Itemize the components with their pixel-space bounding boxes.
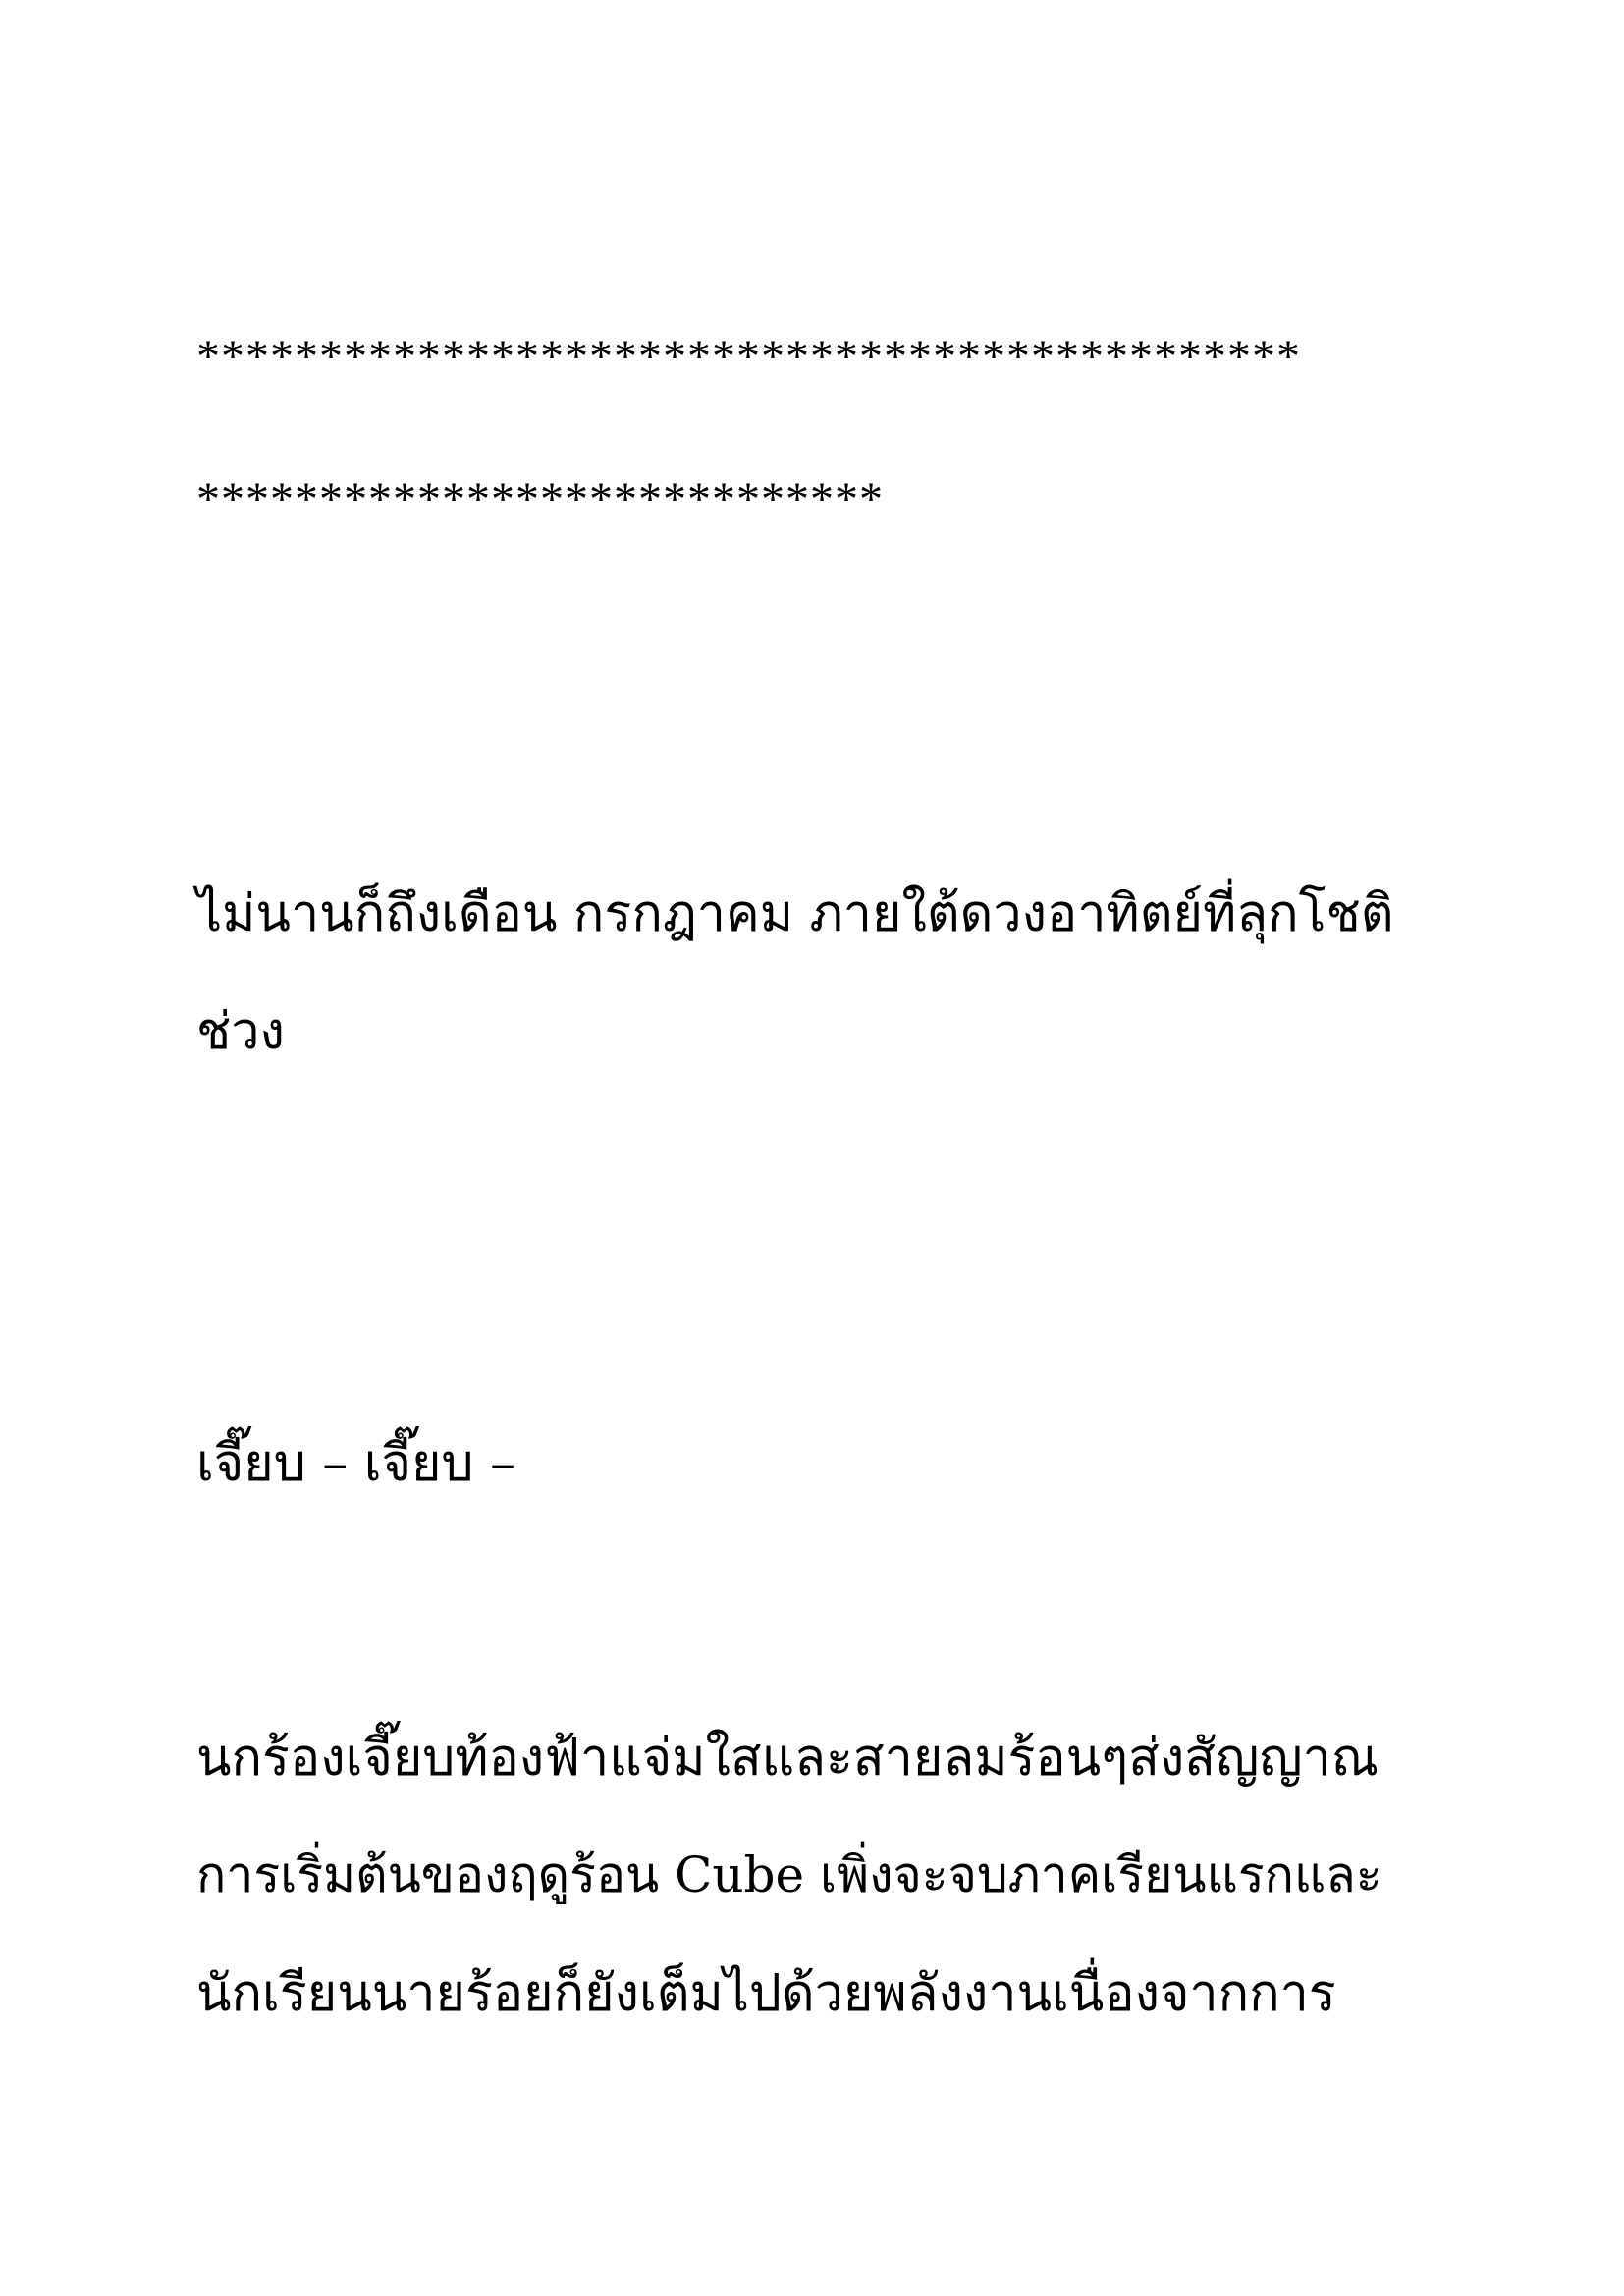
separator-line: *********************************************: [196, 331, 1301, 383]
sound-effect-line: เจี๊ยบ – เจี๊ยบ –: [196, 1434, 516, 1493]
paragraph-line: นักเรียนนายร้อยก็ยังเต็มไปด้วยพลังงานเนื่องจากการ: [196, 1964, 1336, 2023]
paragraph-line: ไม่นานก็ถึงเดือน กรกฎาคม ภายใต้ดวงอาทิตย์ที่ลุกโชติ: [196, 884, 1394, 943]
paragraph-line: การเริ่มต้นของฤดูร้อน Cube เพิ่งจะจบภาคเรียนแรกและ: [196, 1846, 1382, 1903]
paragraph-line: นกร้องเจี๊ยบท้องฟ้าแจ่มใสและสายลมร้อนๆส่งสัญญาณ: [196, 1729, 1380, 1788]
separator-line: ****************************: [196, 473, 884, 525]
paragraph-line: ช่วง: [196, 1002, 285, 1061]
